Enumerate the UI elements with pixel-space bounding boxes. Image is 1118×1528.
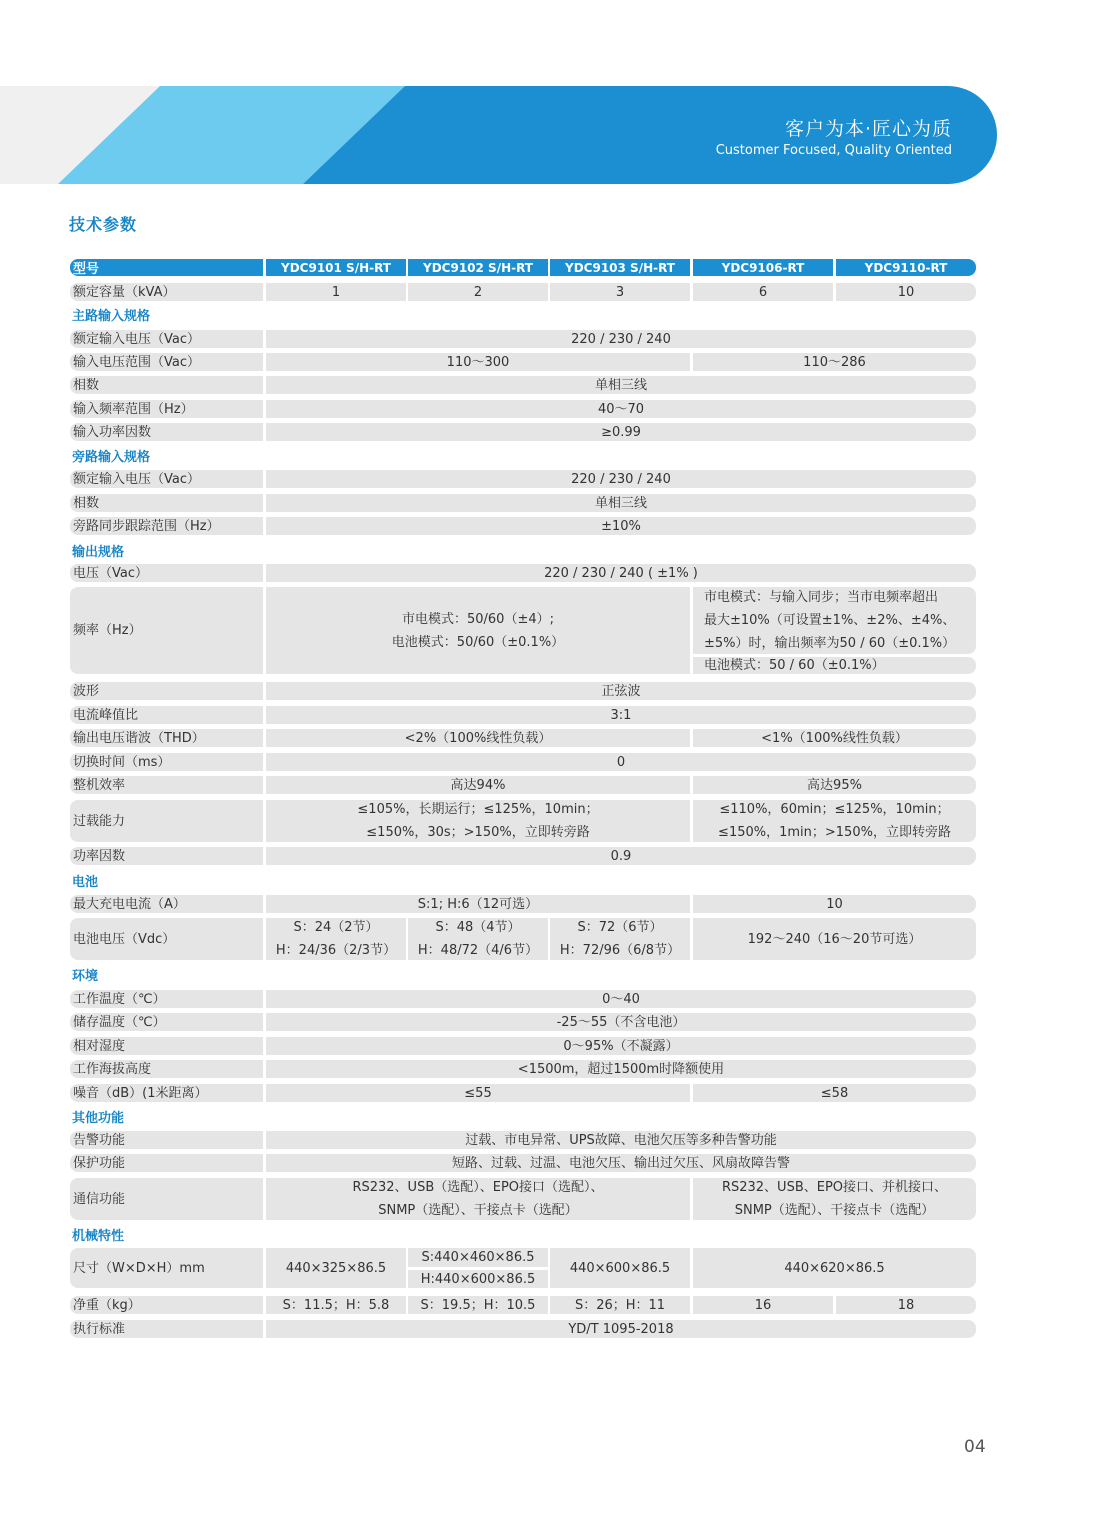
row-label-rated-capacity: 额定容量（kVA） — [70, 283, 263, 301]
table-cell: RS232、USB（选配）、EPO接口（选配）、 SNMP（选配）、干接点卡（选配） — [266, 1178, 690, 1220]
header-cell-ydc9102: YDC9102 S/H-RT — [408, 259, 548, 276]
section-battery: 电池 — [72, 875, 99, 890]
table-cell: 110～300 — [266, 353, 690, 371]
row-label-main-rated-voltage: 额定输入电压（Vac） — [70, 330, 263, 348]
row-label-bypass-rated-voltage: 额定输入电压（Vac） — [70, 470, 263, 488]
row-label-frequency: 频率（Hz） — [70, 587, 263, 674]
table-cell: 40～70 — [266, 400, 976, 418]
table-cell: 过载、市电异常、UPS故障、电池欠压等多种告警功能 — [266, 1131, 976, 1149]
table-cell: S：19.5；H：10.5 — [408, 1296, 548, 1314]
row-label-altitude: 工作海拔高度 — [70, 1060, 263, 1078]
table-cell: H:440×600×86.5 — [408, 1270, 548, 1288]
table-cell: 单相三线 — [266, 494, 976, 512]
table-cell: 220 / 230 / 240 — [266, 470, 976, 488]
row-label-op-temp: 工作温度（℃） — [70, 990, 263, 1008]
table-cell: 市电模式：与输入同步；当市电频率超出 最大±10%（可设置±1%、±2%、±4%、 ±5%）时，输出频率为50 / 60（±0.1%） — [693, 587, 976, 654]
header-cell-model: 型号 — [70, 259, 263, 276]
table-cell: RS232、USB、EPO接口、并机接口、 SNMP（选配）、干接点卡（选配） — [693, 1178, 976, 1220]
banner-subtitle: Customer Focused, Quality Oriented — [715, 143, 952, 158]
row-label-crest-factor: 电流峰值比 — [70, 706, 263, 724]
row-label-noise: 噪音（dB）(1米距离） — [70, 1084, 263, 1102]
header-cell-ydc9103: YDC9103 S/H-RT — [550, 259, 690, 276]
row-label-output-pf: 功率因数 — [70, 847, 263, 865]
table-cell: ±10% — [266, 517, 976, 535]
table-cell: 192～240（16～20节可选） — [693, 918, 976, 960]
row-label-humidity: 相对湿度 — [70, 1037, 263, 1055]
row-label-voltage-range: 输入电压范围（Vac） — [70, 353, 263, 371]
table-cell: 3:1 — [266, 706, 976, 724]
row-label-protection: 保护功能 — [70, 1154, 263, 1172]
row-label-main-phases: 相数 — [70, 376, 263, 394]
row-label-sync-range: 旁路同步跟踪范围（Hz） — [70, 517, 263, 535]
table-cell: 3 — [550, 283, 690, 301]
banner-title: 客户为本·匠心为质 — [784, 118, 952, 140]
row-label-standard: 执行标准 — [70, 1320, 263, 1338]
page-title: 技术参数 — [69, 215, 138, 234]
table-cell: 市电模式：50/60（±4）; 电池模式：50/60（±0.1%） — [266, 587, 690, 674]
table-cell: 短路、过载、过温、电池欠压、输出过欠压、风扇故障告警 — [266, 1154, 976, 1172]
table-cell: <1%（100%线性负载） — [693, 729, 976, 747]
row-label-freq-range: 输入频率范围（Hz） — [70, 400, 263, 418]
row-label-size: 尺寸（W×D×H）mm — [70, 1248, 263, 1288]
row-label-max-charge: 最大充电电流（A） — [70, 895, 263, 913]
section-bypass-input: 旁路输入规格 — [72, 450, 151, 465]
row-label-waveform: 波形 — [70, 682, 263, 700]
table-cell: S：11.5；H：5.8 — [266, 1296, 406, 1314]
table-cell: 电池模式：50 / 60（±0.1%） — [693, 657, 976, 674]
row-label-thd: 输出电压谐波（THD） — [70, 729, 263, 747]
table-cell: 440×600×86.5 — [550, 1248, 690, 1288]
table-cell: ≤110%，60min；≤125%，10min； ≤150%，1min；>150%，立即转旁路 — [693, 800, 976, 842]
table-cell: 0～40 — [266, 990, 976, 1008]
row-label-alarm: 告警功能 — [70, 1131, 263, 1149]
row-label-output-voltage: 电压（Vac） — [70, 564, 263, 582]
header-cell-ydc9110: YDC9110-RT — [836, 259, 976, 276]
row-label-overload: 过载能力 — [70, 800, 263, 842]
header-cell-ydc9106: YDC9106-RT — [693, 259, 833, 276]
table-cell: 220 / 230 / 240 — [266, 330, 976, 348]
table-cell: <2%（100%线性负载） — [266, 729, 690, 747]
table-cell: 16 — [693, 1296, 833, 1314]
table-cell: 0 — [266, 753, 976, 771]
section-mechanical: 机械特性 — [72, 1229, 125, 1244]
table-cell: YD/T 1095-2018 — [266, 1320, 976, 1338]
table-cell: 1 — [266, 283, 406, 301]
row-label-battery-voltage: 电池电压（Vdc） — [70, 918, 263, 960]
table-cell: ≥0.99 — [266, 423, 976, 441]
table-cell: 18 — [836, 1296, 976, 1314]
section-output: 输出规格 — [72, 545, 125, 560]
table-cell: -25～55（不含电池） — [266, 1013, 976, 1031]
table-cell: 6 — [693, 283, 833, 301]
section-main-input: 主路输入规格 — [72, 309, 151, 324]
table-cell: 440×325×86.5 — [266, 1248, 406, 1288]
table-cell: S：72（6节） H：72/96（6/8节） — [550, 918, 690, 960]
table-cell: S：26；H：11 — [550, 1296, 690, 1314]
table-cell: 0.9 — [266, 847, 976, 865]
table-cell: 110～286 — [693, 353, 976, 371]
table-cell: 高达94% — [266, 776, 690, 794]
table-cell: ≤105%，长期运行；≤125%，10min； ≤150%，30s；>150%，立即转旁路 — [266, 800, 690, 842]
table-cell: S：48（4节） H：48/72（4/6节） — [408, 918, 548, 960]
table-cell: S：24（2节） H：24/36（2/3节） — [266, 918, 406, 960]
row-label-weight: 净重（kg） — [70, 1296, 263, 1314]
table-cell: <1500m，超过1500m时降额使用 — [266, 1060, 976, 1078]
table-cell: 高达95% — [693, 776, 976, 794]
table-cell: 10 — [836, 283, 976, 301]
section-environment: 环境 — [72, 969, 99, 984]
table-cell: 10 — [693, 895, 976, 913]
table-cell: S:440×460×86.5 — [408, 1248, 548, 1267]
table-cell: 单相三线 — [266, 376, 976, 394]
table-cell: 正弦波 — [266, 682, 976, 700]
section-other: 其他功能 — [72, 1111, 125, 1126]
table-cell: 2 — [408, 283, 548, 301]
row-label-bypass-phases: 相数 — [70, 494, 263, 512]
row-label-transfer-time: 切换时间（ms） — [70, 753, 263, 771]
header-cell-ydc9101: YDC9101 S/H-RT — [266, 259, 406, 276]
table-cell: ≤55 — [266, 1084, 690, 1102]
row-label-input-pf: 输入功率因数 — [70, 423, 263, 441]
row-label-communication: 通信功能 — [70, 1178, 263, 1220]
row-label-storage-temp: 储存温度（℃） — [70, 1013, 263, 1031]
table-cell: 440×620×86.5 — [693, 1248, 976, 1288]
row-label-efficiency: 整机效率 — [70, 776, 263, 794]
table-cell: 220 / 230 / 240 ( ±1% ) — [266, 564, 976, 582]
table-cell: 0～95%（不凝露） — [266, 1037, 976, 1055]
table-cell: ≤58 — [693, 1084, 976, 1102]
table-cell: S:1; H:6（12可选） — [266, 895, 690, 913]
page-number: 04 — [964, 1437, 986, 1457]
